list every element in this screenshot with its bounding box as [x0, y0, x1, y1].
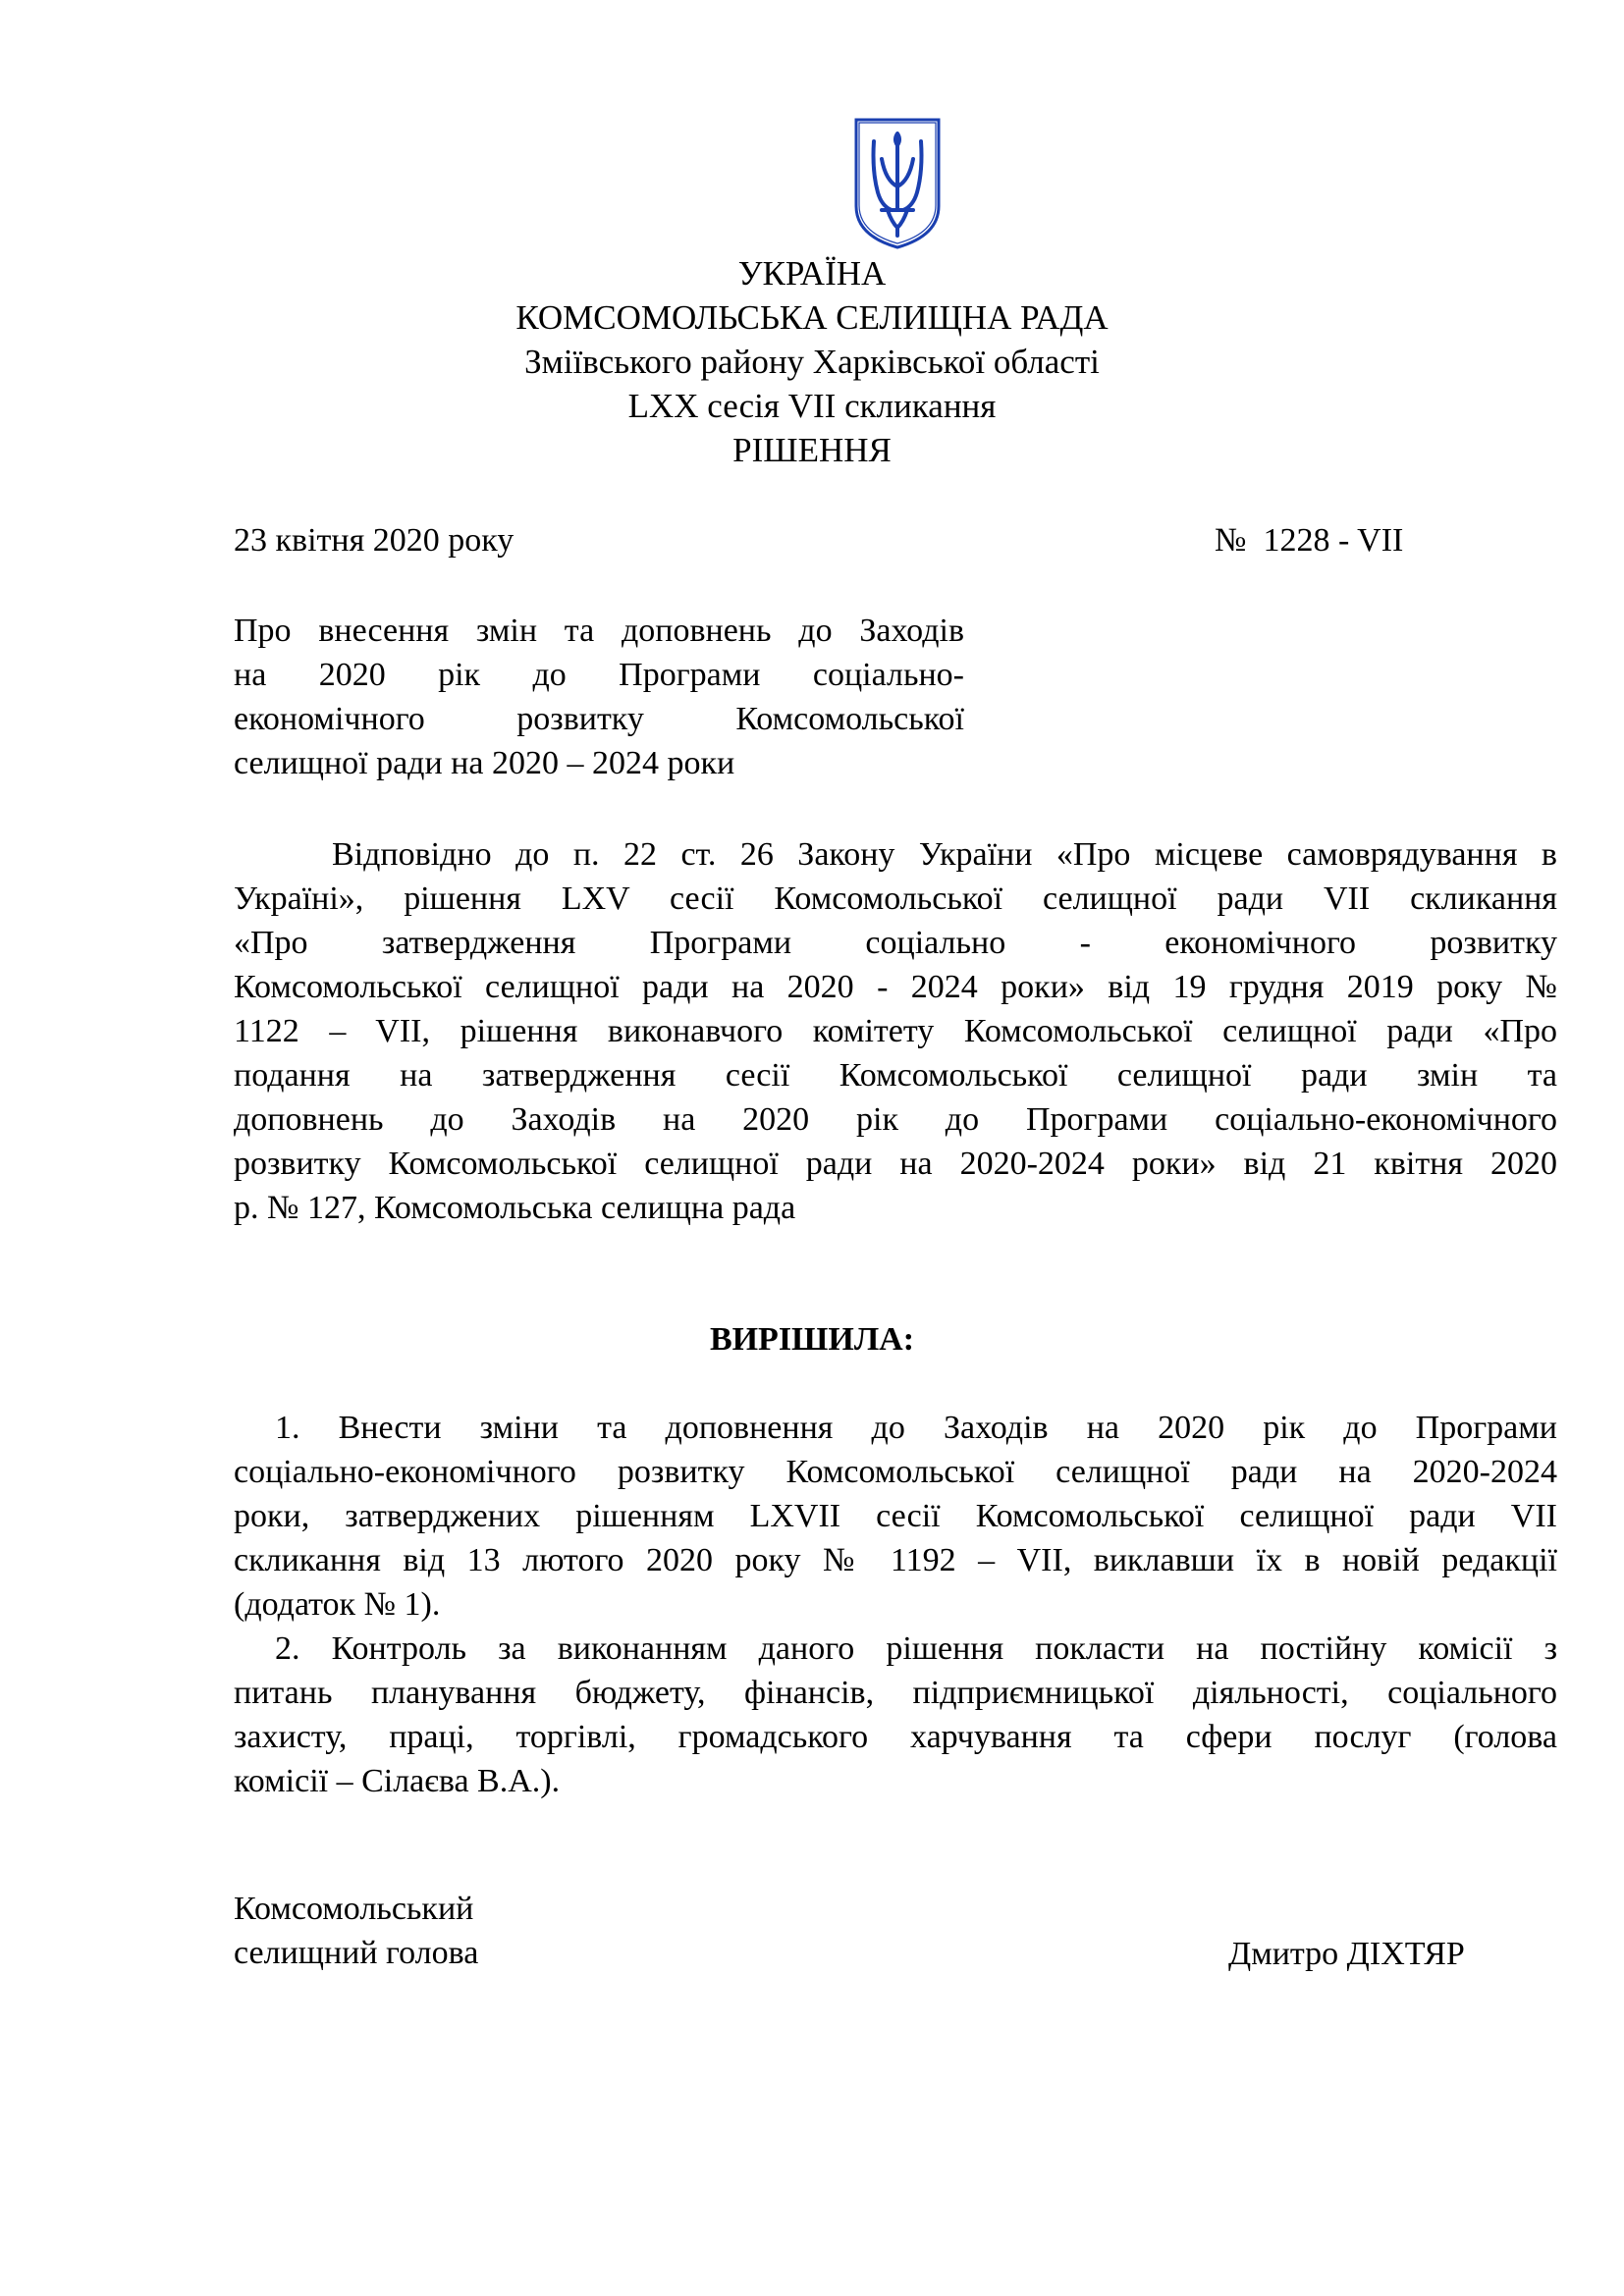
document-header — [0, 251, 1624, 472]
item-line: соціально-економічного розвитку Комсомольської селищної ради на 2020-2024 — [234, 1454, 1557, 1490]
preamble-line: «Про затвердження Програми соціально - економічного розвитку — [234, 925, 1557, 961]
district-name: Зміївського району Харківської області — [524, 343, 1100, 381]
signer-title-line: Комсомольський — [234, 1891, 474, 1927]
signer-title-line: селищний голова — [234, 1935, 479, 1971]
preamble-line: Комсомольської селищної ради на 2020 - 2024 роки» від 19 грудня 2019 року № — [234, 969, 1557, 1005]
item-line: (додаток № 1). — [234, 1586, 441, 1623]
subject-line: на 2020 рік до Програми соціально- — [234, 657, 964, 693]
council-name: КОМСОМОЛЬСЬКА СЕЛИЩНА РАДА — [515, 298, 1109, 337]
item-line: питань планування бюджету, фінансів, підприємницької діяльності, соціального — [234, 1675, 1557, 1711]
document-type: РІШЕННЯ — [732, 431, 892, 469]
session-name: LXX сесія VII скликання — [627, 387, 997, 425]
country-name: УКРАЇНА — [737, 254, 887, 293]
signer-name: Дмитро ДІХТЯР — [1228, 1936, 1465, 1972]
preamble-line: розвитку Комсомольської селищної ради на 2020-2024 роки» від 21 квітня 2020 — [234, 1146, 1557, 1182]
preamble-line: Україні», рішення LXV сесії Комсомольської селищної ради VII скликання — [234, 881, 1557, 917]
item-line: роки, затверджених рішенням LXVII сесії Комсомольської селищної ради VII — [234, 1498, 1557, 1534]
decision-number: № 1228 - VII — [1215, 522, 1404, 559]
decided-heading: ВИРІШИЛА: — [709, 1321, 915, 1358]
item-line: 2. Контроль за виконанням даного рішення покласти на постійну комісії з — [275, 1630, 1557, 1667]
item-line: 1. Внести зміни та доповнення до Заходів на 2020 рік до Програми — [275, 1410, 1557, 1446]
preamble-line: подання на затвердження сесії Комсомольської селищної ради змін та — [234, 1057, 1557, 1094]
preamble-line: р. № 127, Комсомольська селищна рада — [234, 1190, 796, 1226]
item-line: захисту, праці, торгівлі, громадського харчування та сфери послуг (голова — [234, 1719, 1557, 1755]
subject-line: економічного розвитку Комсомольської — [234, 701, 964, 737]
decision-item-2 — [234, 1627, 1557, 1803]
subject-line: селищної ради на 2020 – 2024 роки — [234, 745, 735, 781]
decision-date: 23 квітня 2020 року — [234, 522, 514, 559]
preamble-paragraph — [234, 832, 1557, 1230]
coat-of-arms-icon — [852, 116, 943, 251]
preamble-line: доповнень до Заходів на 2020 рік до Програми соціально-економічного — [234, 1101, 1557, 1138]
preamble-line: Відповідно до п. 22 ст. 26 Закону України «Про місцеве самоврядування в — [332, 836, 1557, 873]
decision-item-1 — [234, 1406, 1557, 1627]
signer-title — [234, 1887, 478, 1975]
subject-line: Про внесення змін та доповнень до Заходів — [234, 613, 964, 649]
decision-subject — [234, 609, 964, 785]
preamble-line: 1122 – VII, рішення виконавчого комітету Комсомольської селищної ради «Про — [234, 1013, 1557, 1049]
item-line: комісії – Сілаєва В.А.). — [234, 1763, 561, 1799]
item-line: скликання від 13 лютого 2020 року № 1192 – VII, виклавши їх в новій редакції — [234, 1542, 1557, 1578]
